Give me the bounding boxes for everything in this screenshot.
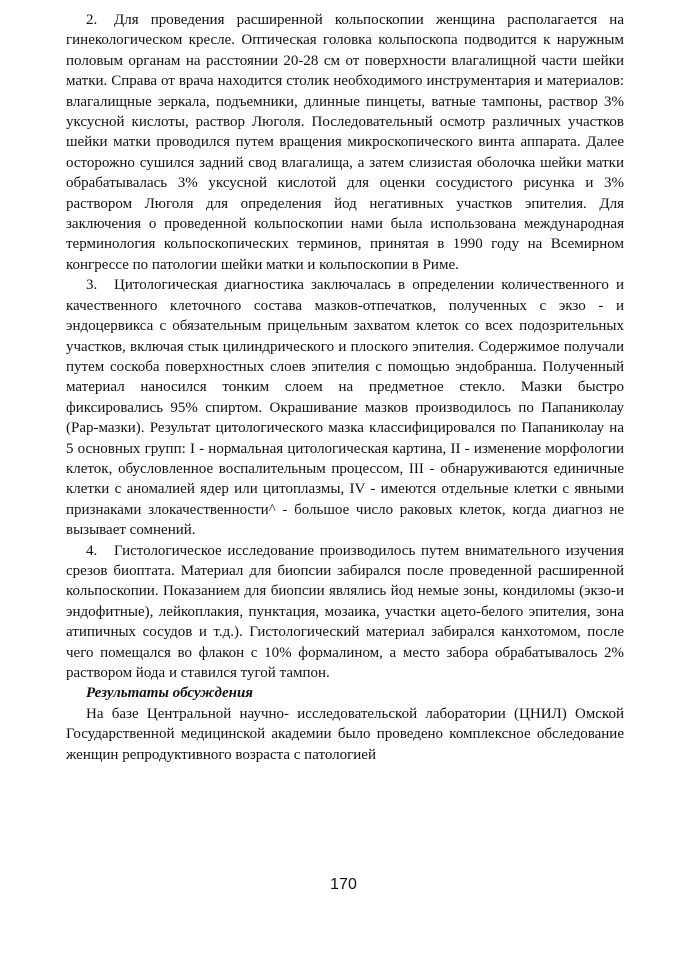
paragraph-text: Цитологическая диагностика заключалась в определении количественного и качественного клеточного состава мазков-отпечатков, полученных с экзо - и эндоцервикса с обязательным прицельным захватом клеток со всех подозрительных участков, включая стык цилиндрического и плоского эпителия. Содержимое получали путем соскоба поверхностных слоев эпителия с помощью эндобранша. Полученный материал наносился тонким слоем на предметное стекло. Мазки быстро фиксировались 95% спиртом. Окрашивание мазков производилось по Папаниколау (Рар-мазки). Результат цитологического мазка классифицировался по Папаниколау на 5 основных групп: I - нормальная цитологическая картина, II - изменение морфологии клеток, обусловленное воспалительным процессом, III - обнаруживаются единичные клетки с аномалией ядер или цитоплазмы, IV - имеются отдельные клетки с явными признаками злокачественности^ - большое число раковых клеток, когда диагноз не вызывает сомнений. bbox=[66, 277, 624, 539]
paragraph-number: 2. bbox=[86, 12, 98, 28]
text-column bbox=[66, 10, 624, 765]
paragraph-4 bbox=[66, 541, 624, 684]
section-heading: Результаты обсуждения bbox=[86, 685, 254, 702]
closing-paragraph: На базе Центральной научно- исследовательской лаборатории (ЦНИЛ) Омской Государственной медицинской академии было проведено комплексное обследование женщин репродуктивного возраста с патологией bbox=[66, 705, 624, 763]
paragraph-2 bbox=[66, 10, 624, 275]
page-number: 170 bbox=[330, 876, 357, 893]
paragraph-3 bbox=[66, 275, 624, 540]
paragraph-text: Для проведения расширенной кольпоскопии женщина располагается на гинекологическом кресле. Оптическая головка кольпоскопа подводится к наружным половым органам на расстоянии 20-28 см от поверхности влагалищной части шейки матки. Справа от врача находится столик необходимого инструментария и материалов: влагалищные зеркала, подъемники, длинные пинцеты, ватные тампоны, раствор 3% уксусной кислоты, раствор Люголя. Последовательный осмотр различных участков шейки матки проводился путем вращения микроскопического винта аппарата. Далее осторожно сушился задний свод влагалища, а затем слизистая оболочка шейки матки обрабатывалась 3% уксусной кислотой для оценки сосудистого рисунка и 3% раствором Люголя для определения йод негативных участков эпителия. Для заключения о проведенной кольпоскопии нами была использована международная терминология кольпоскопических терминов, принятая в 1990 году на Всемирном конгрессе по патологии шейки матки и кольпоскопии в Риме. bbox=[66, 12, 624, 273]
paragraph-number: 3. bbox=[86, 277, 98, 294]
paragraph-number: 4. bbox=[86, 542, 98, 559]
paragraph-text: Гистологическое исследование производилось путем внимательного изучения срезов биоптата. Материал для биопсии забирался после проведенной расширенной кольпоскопии. Показанием для биопсии являлись йод немые зоны, кондиломы (экзо-и эндофитные), лейкоплакия, пунктация, мозаика, участки ацето-белого эпителия, зона атипичных сосудов и т.д.). Гистологический материал забирался канхотомом, после чего помещался во флакон с 10% формалином, а место забора обрабатывалось 2% раствором йода и ставился тугой тампон. bbox=[66, 542, 624, 681]
